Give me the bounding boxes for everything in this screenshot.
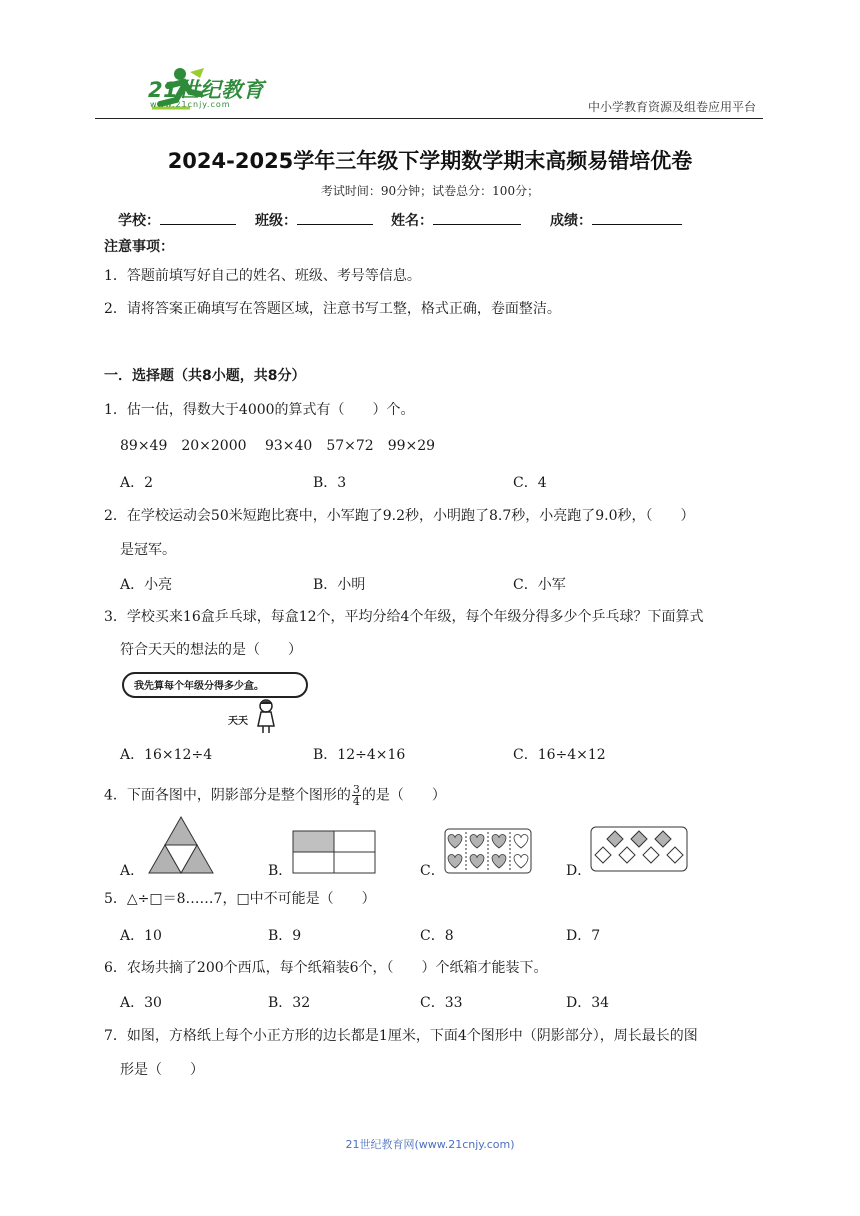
logo-url: www.21cnjy.com [150, 100, 231, 109]
question-2-option-b[interactable]: B．小明 [313, 577, 366, 593]
question-2-option-c[interactable]: C．小军 [513, 577, 566, 593]
rectangle-figure[interactable] [292, 830, 376, 874]
fraction-numerator: 3 [352, 783, 360, 796]
question-3-stem-cont: 符合天天的想法的是（ ） [120, 642, 302, 658]
school-blank[interactable] [160, 210, 236, 225]
question-5-stem: 5．△÷□＝8……7，□中不可能是（ ） [104, 891, 376, 907]
logo-text: 21世纪教育 [148, 78, 265, 102]
exam-info: 考试时间：90分钟；试卷总分：100分； [320, 184, 540, 198]
question-1-option-c[interactable]: C．4 [513, 475, 547, 491]
notice-item: 2．请将答案正确填写在答题区域，注意书写工整，格式正确，卷面整洁。 [104, 301, 561, 317]
name-blank[interactable] [433, 210, 521, 225]
fraction-denominator: 4 [352, 795, 360, 808]
question-1-option-a[interactable]: A．2 [120, 475, 154, 491]
question-4-option-a[interactable]: A． [120, 863, 145, 879]
question-5-option-d[interactable]: D．7 [566, 928, 601, 944]
class-label: 班级： [255, 213, 297, 229]
question-3-option-b[interactable]: B．12÷4×16 [313, 747, 406, 763]
page-title: 2024-2025学年三年级下学期数学期末高频易错培优卷 [167, 149, 693, 173]
question-7-stem: 7．如图，方格纸上每个小正方形的边长都是1厘米，下面4个图形中（阴影部分），周长最长的图 [104, 1028, 698, 1044]
hearts-figure[interactable] [444, 828, 532, 874]
question-6-option-b[interactable]: B．32 [268, 995, 311, 1011]
question-6-option-c[interactable]: C．33 [420, 995, 463, 1011]
character-name: 天天 [228, 716, 248, 727]
score-field [550, 210, 682, 230]
question-2-stem-cont: 是冠军。 [120, 542, 176, 558]
question-4-stem-tail: 的是（ ） [361, 787, 446, 804]
question-3-option-c[interactable]: C．16÷4×12 [513, 747, 606, 763]
question-2-option-a[interactable]: A．小亮 [120, 577, 173, 593]
question-4-option-d[interactable]: D． [566, 863, 592, 879]
class-field [255, 210, 373, 230]
question-7-stem-cont: 形是（ ） [120, 1062, 204, 1078]
speech-bubble: 我先算每个年级分得多少盒。 [122, 672, 308, 698]
question-1-option-b[interactable]: B．3 [313, 475, 347, 491]
question-4-stem-text: 4．下面各图中，阴影部分是整个图形的 [104, 787, 351, 804]
platform-label: 中小学教育资源及组卷应用平台 [587, 100, 756, 114]
question-6-stem: 6．农场共摘了200个西瓜，每个纸箱装6个，（ ）个纸箱才能装下。 [104, 960, 548, 976]
diamonds-figure[interactable] [590, 826, 688, 872]
section-heading: 一．选择题（共8小题，共8分） [104, 368, 306, 384]
notice-heading: 注意事项： [104, 239, 174, 255]
girl-character-icon [254, 698, 278, 734]
score-blank[interactable] [592, 210, 682, 225]
header-divider [95, 118, 763, 119]
question-2-stem: 2．在学校运动会50米短跑比赛中，小军跑了9.2秒，小明跑了8.7秒，小亮跑了9.0秒，（ ） [104, 508, 695, 524]
question-3-stem: 3．学校买来16盒乒乓球，每盒12个，平均分给4个年级，每个年级分得多少个乒乓球？下面算式 [104, 609, 704, 625]
question-4-option-b[interactable]: B． [268, 863, 293, 879]
question-6-option-a[interactable]: A．30 [120, 995, 162, 1011]
name-field [391, 210, 521, 230]
footer-link[interactable]: 21世纪教育网(www.21cnjy.com) [345, 1138, 515, 1151]
notice-item: 1．答题前填写好自己的姓名、班级、考号等信息。 [104, 268, 421, 284]
question-5-option-c[interactable]: C．8 [420, 928, 454, 944]
score-label: 成绩： [550, 213, 592, 229]
question-5-option-a[interactable]: A．10 [120, 928, 162, 944]
question-4-stem [104, 784, 446, 807]
school-label: 学校： [118, 213, 160, 229]
triangle-figure[interactable] [148, 816, 214, 874]
question-5-option-b[interactable]: B．9 [268, 928, 302, 944]
name-label: 姓名： [391, 213, 433, 229]
fraction [352, 784, 361, 807]
question-6-option-d[interactable]: D．34 [566, 995, 610, 1011]
question-1-stem: 1．估一估，得数大于4000的算式有（ ）个。 [104, 402, 415, 418]
school-field [118, 210, 236, 230]
question-1-expressions: 89×49 20×2000 93×40 57×72 99×29 [120, 438, 436, 454]
class-blank[interactable] [297, 210, 373, 225]
question-3-option-a[interactable]: A．16×12÷4 [120, 747, 213, 763]
question-4-option-c[interactable]: C． [420, 863, 445, 879]
